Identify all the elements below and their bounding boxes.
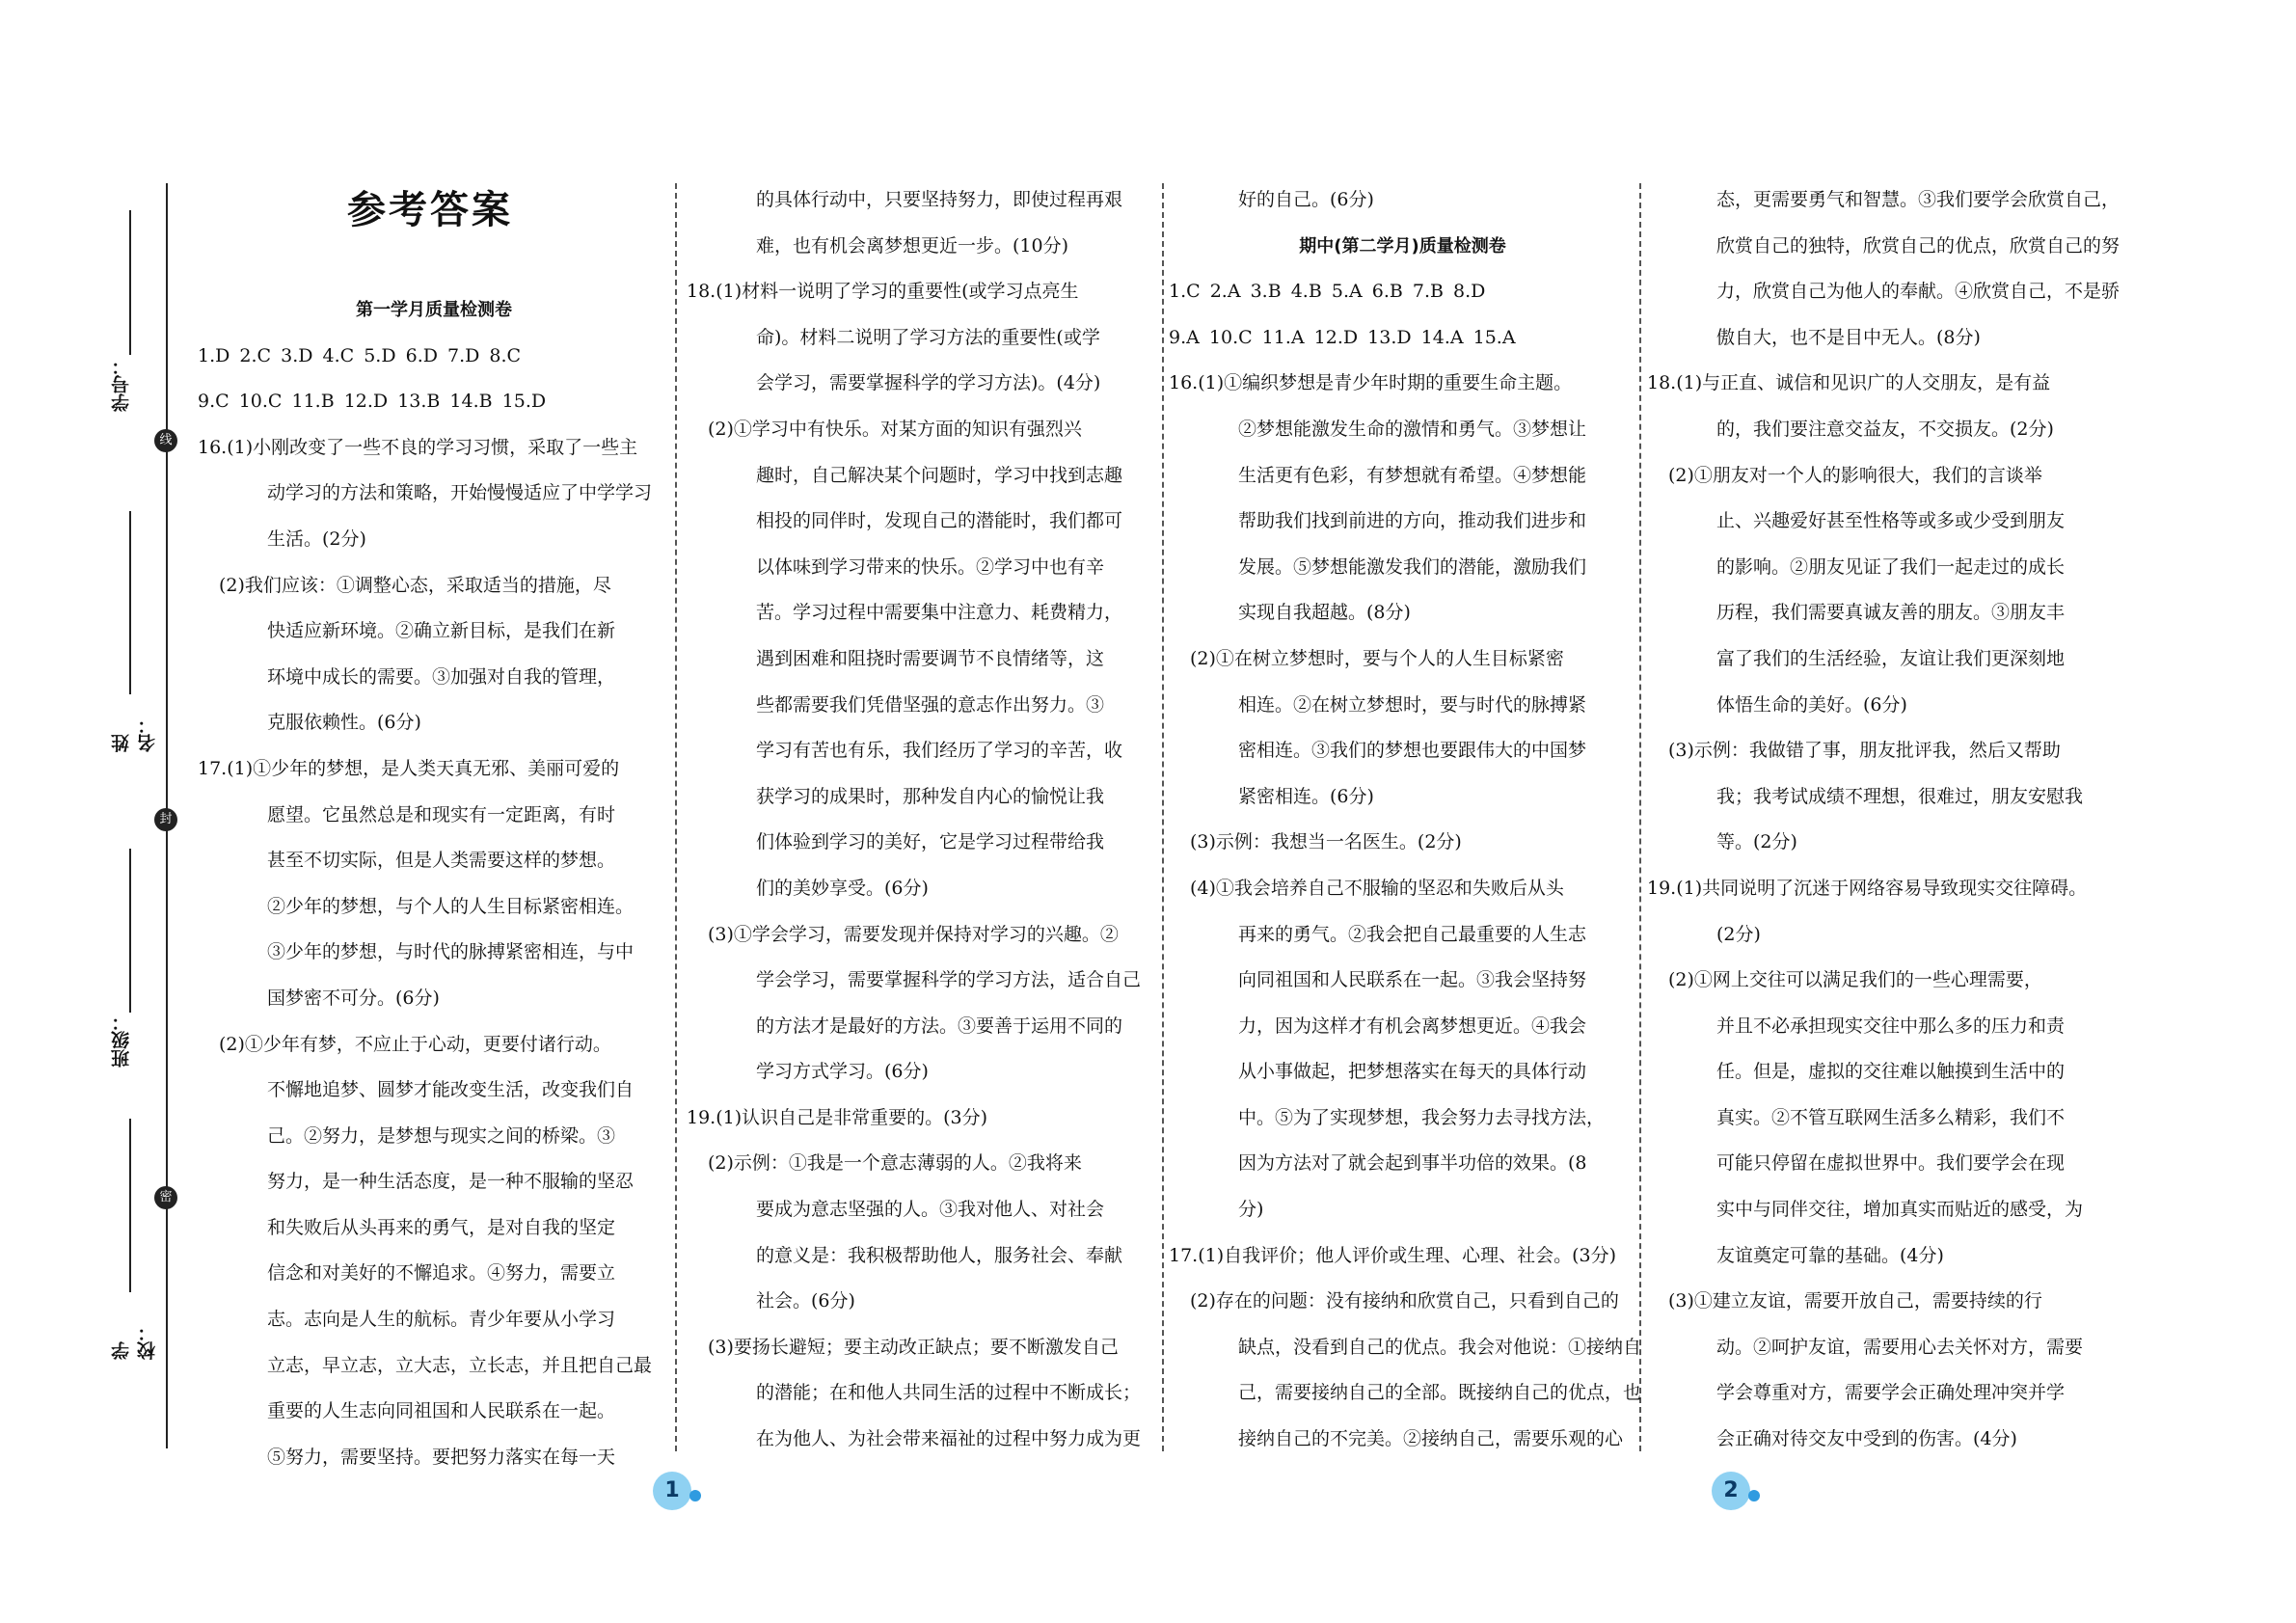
answer-line: 实中与同伴交往，增加真实而贴近的感受，为: [1716, 1199, 2084, 1221]
name-label: 姓名：: [111, 716, 158, 752]
answer-line: 富了我们的生活经验，友谊让我们更深刻地: [1716, 647, 2066, 669]
answer-line: 傲自大，也不是目中无人。(8分): [1716, 326, 1981, 348]
answer-line: 生活。(2分): [267, 527, 366, 550]
name-blank[interactable]: [129, 511, 131, 694]
answer-line: 相连。②在树立梦想时，要与时代的脉搏紧: [1238, 693, 1587, 716]
answer-line: 克服依赖性。(6分): [267, 712, 421, 734]
answer-line: (3)示例：我想当一名医生。(2分): [1190, 831, 1462, 853]
column-1: [198, 287, 670, 1480]
binding-mark-secret: 密: [154, 1186, 177, 1209]
answer-line: 16.(1)①编织梦想是青少年时期的重要生命主题。: [1169, 372, 1573, 394]
answer-line: 任。但是，虚拟的交往难以触摸到生活中的: [1716, 1061, 2066, 1083]
answer-line: 要成为意志坚强的人。③我对他人、对社会: [756, 1199, 1105, 1221]
answer-line: 17.(1)①少年的梦想，是人类天真无邪、美丽可爱的: [198, 757, 620, 779]
answer-line: (2)①在树立梦想时，要与个人的人生目标紧密: [1190, 647, 1564, 669]
answer-line: 立志，早立志，立大志，立长志，并且把自己最: [267, 1354, 653, 1376]
answer-line: (2)①学习中有快乐。对某方面的知识有强烈兴: [708, 418, 1082, 440]
answer-line: 17.(1)自我评价；他人评价或生理、心理、社会。(3分): [1169, 1244, 1617, 1266]
answer-line: (3)要扬长避短；要主动改正缺点；要不断激发自己: [708, 1336, 1119, 1358]
class-blank[interactable]: [129, 849, 131, 1013]
answer-line: 遇到困难和阻挠时需要调节不良情绪等，这: [756, 647, 1105, 669]
answer-line: 的影响。②朋友见证了我们一起走过的成长: [1716, 555, 2066, 578]
answer-line: 难，也有机会离梦想更近一步。(10分): [756, 234, 1069, 257]
answer-line: 18.(1)与正直、诚信和见识广的人交朋友，是有益: [1647, 372, 2051, 394]
answer-line: 我；我考试成绩不理想，很难过，朋友安慰我: [1716, 785, 2084, 807]
answer-line: 的潜能；在和他人共同生活的过程中不断成长；: [756, 1382, 1142, 1404]
answer-line: 止、兴趣爱好甚至性格等或多或少受到朋友: [1716, 510, 2066, 532]
answer-line: 帮助我们找到前进的方向，推动我们进步和: [1238, 510, 1587, 532]
answer-line: 分): [1238, 1199, 1264, 1221]
answer-line: 的，我们要注意交益友，不交损友。(2分): [1716, 418, 2054, 440]
answer-line: 历程，我们需要真诚友善的朋友。③朋友丰: [1716, 602, 2066, 624]
page-number-dot: [689, 1490, 701, 1501]
answer-line: 向同祖国和人民联系在一起。③我会坚持努: [1238, 969, 1587, 991]
school-blank[interactable]: [129, 1119, 131, 1292]
answer-line: 学会学习，需要掌握科学的学习方法，适合自己: [756, 969, 1142, 991]
answer-line: ⑤努力，需要坚持。要把努力落实在每一天: [267, 1446, 616, 1468]
answer-line: 相投的同伴时，发现自己的潜能时，我们都可: [756, 510, 1123, 532]
answer-line: 力，因为这样才有机会离梦想更近。④我会: [1238, 1014, 1587, 1037]
answer-line: 友谊奠定可靠的基础。(4分): [1716, 1244, 1944, 1266]
answer-line: 以体味到学习带来的快乐。②学习中也有辛: [756, 555, 1105, 578]
answer-line: (2)①网上交往可以满足我们的一些心理需要，: [1668, 969, 2042, 991]
answer-line: 在为他人、为社会带来福祉的过程中努力成为更: [756, 1428, 1142, 1450]
answer-line: 己，需要接纳自己的全部。既接纳自己的优点，也: [1238, 1382, 1642, 1404]
answer-text-block: [1169, 361, 1642, 1462]
student-id-label: 学号：: [111, 357, 132, 412]
answer-line: 体悟生命的美好。(6分): [1716, 693, 1907, 716]
student-id-field[interactable]: [106, 203, 145, 434]
column-3: [1169, 177, 1642, 1463]
answer-line: 等。(2分): [1716, 831, 1797, 853]
answer-line: 真实。②不管互联网生活多么精彩，我们不: [1716, 1106, 2066, 1128]
answer-line: 欣赏自己的独特，欣赏自己的优点，欣赏自己的努: [1716, 234, 2120, 257]
column-2: [687, 177, 1159, 1463]
answer-line: 因为方法对了就会起到事半功倍的效果。(8: [1238, 1152, 1587, 1175]
answer-line: (4)①我会培养自己不服输的坚忍和失败后从头: [1190, 877, 1564, 899]
answer-line: 学习有苦也有乐，我们经历了学习的辛苦，收: [756, 740, 1123, 762]
answer-line: 16.(1)小刚改变了一些不良的学习习惯，采取了一些主: [198, 436, 638, 458]
answer-line: 们体验到学习的美好，它是学习过程带给我: [756, 831, 1105, 853]
answer-line: (3)①建立友谊，需要开放自己，需要持续的行: [1668, 1290, 2042, 1312]
answer-text-block: [687, 177, 1159, 1463]
page-title: 参考答案: [347, 187, 513, 232]
answer-line: 获学习的成果时，那种发自内心的愉悦让我: [756, 785, 1105, 807]
answer-text-block: [198, 425, 670, 1481]
answer-line: (2)①朋友对一个人的影响很大，我们的言谈举: [1668, 464, 2042, 486]
choice-answers-row: 1.D 2.C 3.D 4.C 5.D 6.D 7.D 8.C: [198, 344, 522, 366]
answer-line: 会学习，需要掌握科学的学习方法)。(4分): [756, 372, 1101, 394]
class-field[interactable]: [106, 849, 145, 1080]
answer-line: 接纳自己的不完美。②接纳自己，需要乐观的心: [1238, 1428, 1624, 1450]
section-title-first-month: 第一学月质量检测卷: [356, 300, 512, 320]
answer-line: 并且不必承担现实交往中那么多的压力和责: [1716, 1014, 2066, 1037]
answer-line: 不懈地追梦、圆梦才能改变生活，改变我们自: [267, 1079, 635, 1101]
answer-line: 们的美妙享受。(6分): [756, 877, 929, 899]
answer-line: 学会尊重对方，需要学会正确处理冲突并学: [1716, 1382, 2066, 1404]
page-number-1: 1: [653, 1472, 691, 1510]
answer-line: ②少年的梦想，与个人的人生目标紧密相连。: [267, 895, 635, 917]
answer-line: 学习方式学习。(6分): [756, 1061, 929, 1083]
answer-line: 19.(1)共同说明了沉迷于网络容易导致现实交往障碍。: [1647, 877, 2088, 899]
answer-line: (3)示例：我做错了事，朋友批评我，然后又帮助: [1668, 740, 2061, 762]
class-label: 班级：: [111, 1013, 132, 1068]
answer-line: 缺点，没看到自己的优点。我会对他说：①接纳自: [1238, 1336, 1642, 1358]
answer-line: 的具体行动中，只要坚持努力，即使过程再艰: [756, 189, 1123, 210]
answer-line: 国梦密不可分。(6分): [267, 987, 440, 1009]
answer-line: (3)①学会学习，需要发现并保持对学习的兴趣。②: [708, 923, 1119, 945]
answer-line: 18.(1)材料一说明了学习的重要性(或学习点亮生: [687, 281, 1079, 303]
answer-line: ③少年的梦想，与时代的脉搏紧密相连，与中: [267, 941, 635, 963]
binding-mark-seal: 封: [154, 808, 177, 831]
answer-line: 紧密相连。(6分): [1238, 785, 1374, 807]
answer-line: 的方法才是最好的方法。③要善于运用不同的: [756, 1014, 1123, 1037]
answer-line: 再来的勇气。②我会把自己最重要的人生志: [1238, 923, 1587, 945]
column-divider-2: [1162, 183, 1164, 1451]
answer-line: 甚至不切实际，但是人类需要这样的梦想。: [267, 850, 616, 872]
answer-line: 社会。(6分): [756, 1290, 855, 1312]
answer-line: 发展。⑤梦想能激发我们的潜能，激励我们: [1238, 555, 1587, 578]
answer-line: 的意义是：我积极帮助他人，服务社会、奉献: [756, 1244, 1123, 1266]
name-field[interactable]: [106, 511, 158, 752]
answer-line: (2)①少年有梦，不应止于心动，更要付诸行动。: [219, 1033, 611, 1055]
answer-line: 会正确对待交友中受到的伤害。(4分): [1716, 1428, 2017, 1450]
answer-line: (2)存在的问题：没有接纳和欣赏自己，只看到自己的: [1190, 1290, 1619, 1312]
answer-line: 努力，是一种生活态度，是一种不服输的坚忍: [267, 1171, 635, 1193]
answer-line: 己。②努力，是梦想与现实之间的桥梁。③: [267, 1124, 616, 1147]
answer-line: 动。②呵护友谊，需要用心去关怀对方，需要: [1716, 1336, 2084, 1358]
answer-line: (2分): [1716, 923, 1761, 945]
page-number-dot: [1748, 1490, 1760, 1501]
answer-line: 快适应新环境。②确立新目标，是我们在新: [267, 620, 616, 642]
student-id-blank[interactable]: [129, 210, 131, 355]
section-title-midterm: 期中(第二学月)质量检测卷: [1299, 235, 1506, 257]
answer-line: 志。志向是人生的航标。青少年要从小学习: [267, 1309, 616, 1331]
choice-answers-row: 1.C 2.A 3.B 4.B 5.A 6.B 7.B 8.D: [1169, 281, 1486, 303]
answer-line: 生活更有色彩，有梦想就有希望。④梦想能: [1238, 464, 1587, 486]
answer-line: (2)我们应该：①调整心态，采取适当的措施，尽: [219, 574, 611, 596]
answer-line: 态，更需要勇气和智慧。③我们要学会欣赏自己，: [1716, 189, 2120, 210]
answer-line: 可能只停留在虚拟世界中。我们要学会在现: [1716, 1152, 2066, 1175]
answer-line: 好的自己。(6分): [1238, 189, 1374, 210]
answer-line: 环境中成长的需要。③加强对自我的管理，: [267, 665, 616, 688]
answer-line: 实现自我超越。(8分): [1238, 602, 1411, 624]
answer-line: 中。⑤为了实现梦想，我会努力去寻找方法，: [1238, 1106, 1606, 1128]
answer-line: 从小事做起，把梦想落实在每天的具体行动: [1238, 1061, 1587, 1083]
answer-line: 些都需要我们凭借坚强的意志作出努力。③: [756, 693, 1105, 716]
answer-line: 重要的人生志向同祖国和人民联系在一起。: [267, 1400, 616, 1422]
answer-line: ②梦想能激发生命的激情和勇气。③梦想让: [1238, 418, 1587, 440]
answer-line: 趣时，自己解决某个问题时，学习中找到志趣: [756, 464, 1123, 486]
answer-line: 密相连。③我们的梦想也要跟伟大的中国梦: [1238, 740, 1587, 762]
binding-mark-line: 线: [154, 429, 177, 452]
answer-line: 信念和对美好的不懈追求。④努力，需要立: [267, 1262, 616, 1285]
answer-line: 愿望。它虽然总是和现实有一定距离，有时: [267, 803, 616, 825]
page-number-2: 2: [1712, 1472, 1750, 1510]
column-divider-3: [1639, 183, 1641, 1451]
school-field[interactable]: [106, 1119, 158, 1360]
answer-line: 苦。学习过程中需要集中注意力、耗费精力，: [756, 602, 1123, 624]
answer-line: (2)示例：①我是一个意志薄弱的人。②我将来: [708, 1152, 1082, 1175]
school-label: 学校：: [111, 1323, 158, 1360]
answer-line: 和失败后从头再来的勇气，是对自我的坚定: [267, 1216, 616, 1238]
column-4: [1647, 177, 2120, 1463]
answer-line: 19.(1)认识自己是非常重要的。(3分): [687, 1106, 988, 1128]
choice-answers-row: 9.A 10.C 11.A 12.D 13.D 14.A 15.A: [1169, 326, 1516, 348]
answer-line: 命)。材料二说明了学习方法的重要性(或学: [756, 326, 1100, 348]
column-divider-1: [675, 183, 677, 1451]
answer-line: 动学习的方法和策略，开始慢慢适应了中学学习: [267, 482, 653, 504]
answer-line: 力，欣赏自己为他人的奉献。④欣赏自己，不是骄: [1716, 281, 2120, 303]
answer-text-block: [1647, 177, 2120, 1463]
choice-answers-row: 9.C 10.C 11.B 12.D 13.B 14.B 15.D: [198, 391, 547, 413]
